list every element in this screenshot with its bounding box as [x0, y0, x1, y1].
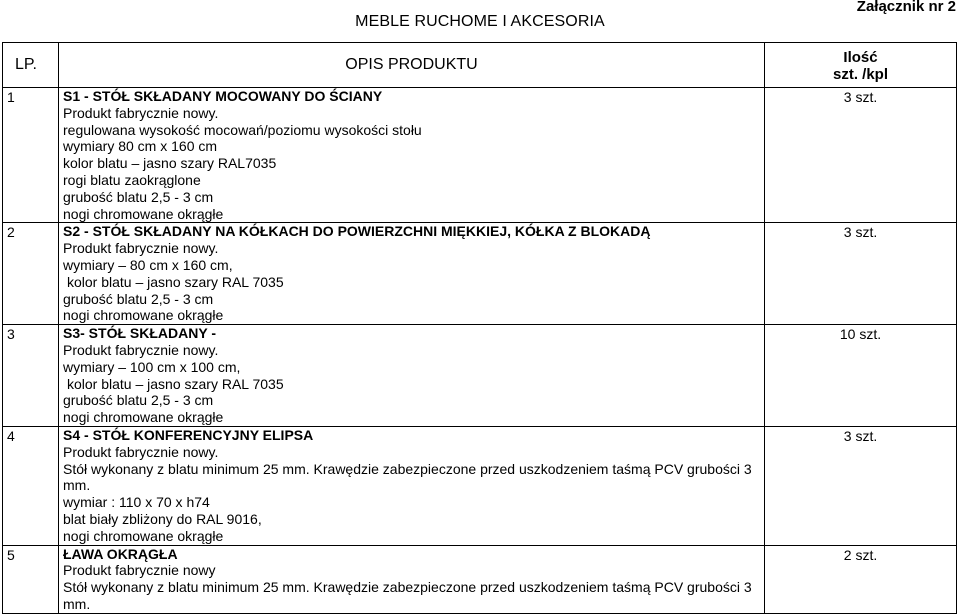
- table-header-row: [3, 43, 957, 88]
- description-line: wymiary – 100 cm x 100 cm,: [63, 358, 241, 375]
- header-description: OPIS PRODUKTU: [59, 43, 765, 88]
- description-line: nogi chromowane okrągłe: [63, 307, 224, 324]
- description-line: wymiary – 80 cm x 160 cm,: [63, 256, 233, 273]
- annex-label: Załącznik nr 2: [856, 0, 956, 15]
- header-quantity: [765, 43, 957, 88]
- table-row: [3, 223, 957, 325]
- row-description: [59, 223, 765, 325]
- description-line: wymiary 80 cm x 160 cm: [63, 138, 218, 155]
- header-lp: LP.: [3, 43, 59, 88]
- table-row: [3, 545, 957, 613]
- description-line: grubość blatu 2,5 - 3 cm: [63, 392, 214, 409]
- description-line: Produkt fabrycznie nowy: [63, 562, 216, 579]
- header-quantity-line2: szt. /kpl: [832, 66, 888, 83]
- description-line: kolor blatu – jasno szary RAL 7035: [67, 375, 284, 392]
- document-title: MEBLE RUCHOME I AKCESORIA: [355, 13, 605, 30]
- row-description: [59, 545, 765, 613]
- description-line: kolor blatu – jasno szary RAL7035: [63, 155, 277, 172]
- row-description: [59, 426, 765, 545]
- description-line: regulowana wysokość mocowań/poziomu wysokości stołu: [63, 121, 422, 138]
- description-line: rogi blatu zaokrąglone: [63, 171, 201, 188]
- row-quantity: 3 szt.: [765, 88, 957, 223]
- row-number: 1: [3, 88, 59, 223]
- row-quantity: 3 szt.: [765, 223, 957, 325]
- description-line: grubość blatu 2,5 - 3 cm: [63, 188, 214, 205]
- row-description: [59, 325, 765, 427]
- description-line: nogi chromowane okrągłe: [63, 409, 224, 426]
- row-description: [59, 88, 765, 223]
- row-quantity: 3 szt.: [765, 426, 957, 545]
- description-line: blat biały zbliżony do RAL 9016,: [63, 510, 262, 527]
- product-name: S3- STÓŁ SKŁADANY -: [63, 325, 216, 342]
- row-number: 2: [3, 223, 59, 325]
- table-row: [3, 325, 957, 427]
- description-line: Produkt fabrycznie nowy.: [63, 341, 219, 358]
- product-name: S1 - STÓŁ SKŁADANY MOCOWANY DO ŚCIANY: [63, 88, 383, 104]
- description-line: kolor blatu – jasno szary RAL 7035: [67, 273, 284, 290]
- row-number: 4: [3, 426, 59, 545]
- description-line: nogi chromowane okrągłe: [63, 205, 224, 222]
- header-quantity-line1: Ilość: [843, 49, 878, 66]
- row-quantity: 2 szt.: [765, 545, 957, 613]
- description-line: Produkt fabrycznie nowy.: [63, 240, 219, 257]
- description-line: Stół wykonany z blatu minimum 25 mm. Krawędzie zabezpieczone przed uszkodzeniem taśmą PCV grubości 3 mm.: [63, 460, 752, 494]
- table-row: [3, 88, 957, 223]
- description-line: nogi chromowane okrągłe: [63, 527, 224, 544]
- description-line: wymiar : 110 x 70 x h74: [63, 494, 210, 511]
- row-number: 5: [3, 545, 59, 613]
- description-line: Produkt fabrycznie nowy.: [63, 104, 219, 121]
- table-row: [3, 426, 957, 545]
- product-name: ŁAWA OKRĄGŁA: [63, 545, 178, 562]
- description-line: Stół wykonany z blatu minimum 25 mm. Krawędzie zabezpieczone przed uszkodzeniem taśmą PCV grubości 3 mm.: [63, 579, 752, 612]
- product-name: S2 - STÓŁ SKŁADANY NA KÓŁKACH DO POWIERZCHNI MIĘKKIEJ, KÓŁKA Z BLOKADĄ: [63, 223, 651, 240]
- products-table: [2, 42, 957, 614]
- row-quantity: 10 szt.: [765, 325, 957, 427]
- description-line: grubość blatu 2,5 - 3 cm: [63, 290, 214, 307]
- product-name: S4 - STÓŁ KONFERENCYJNY ELIPSA: [63, 426, 314, 443]
- description-line: Produkt fabrycznie nowy.: [63, 443, 219, 460]
- row-number: 3: [3, 325, 59, 427]
